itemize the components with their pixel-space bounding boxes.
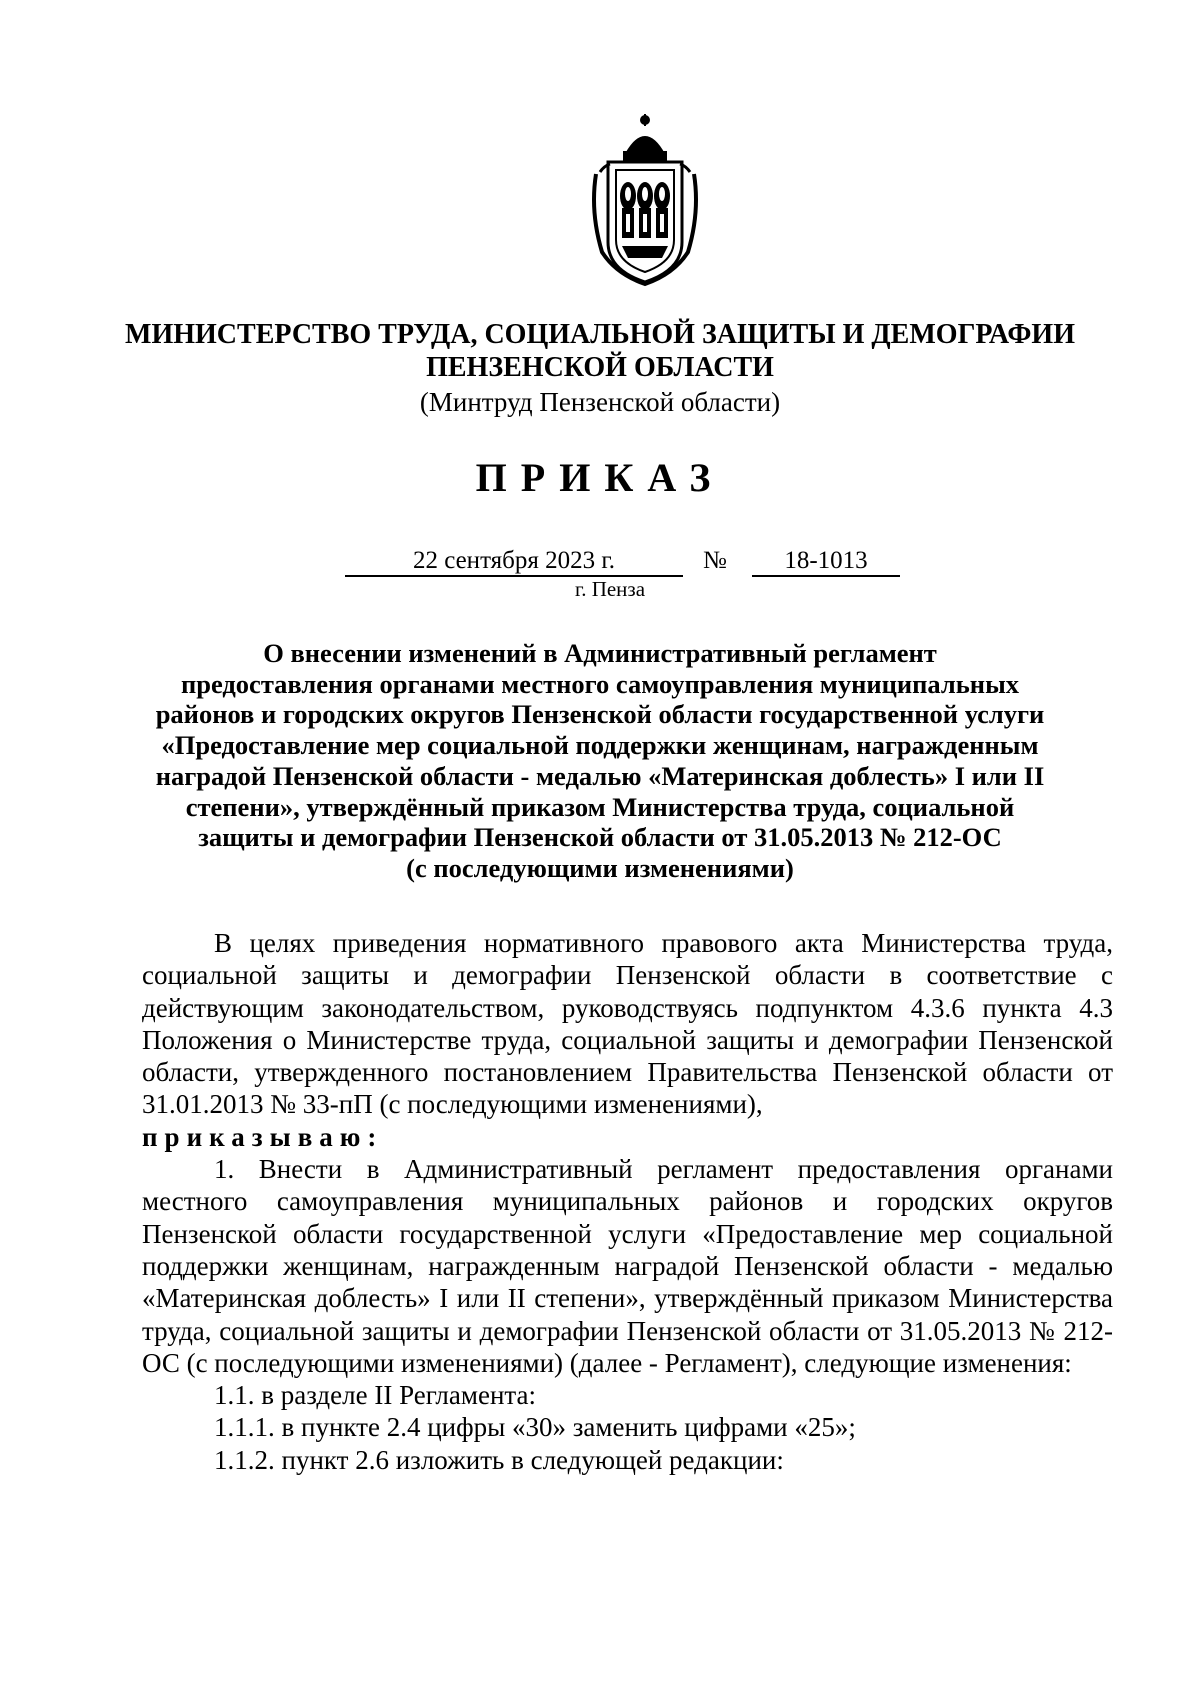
order-word: приказываю:	[142, 1121, 384, 1152]
subject-line: «Предоставление мер социальной поддержки женщинам, награжденным	[161, 730, 1039, 761]
subject-line: защиты и демографии Пензенской области от 31.05.2013 № 212-ОС	[198, 822, 1002, 853]
item-1-1-paragraph: 1.1. в разделе II Регламента:	[214, 1380, 537, 1411]
ministry-short-name: (Минтруд Пензенской области)	[419, 387, 781, 417]
order-number-sign: №	[703, 547, 727, 574]
subject-line: районов и городских округов Пензенской области государственной услуги	[155, 699, 1045, 730]
subject-line: степени», утверждённый приказом Министерства труда, социальной	[185, 791, 1015, 822]
ministry-name-line2: ПЕНЗЕНСКОЙ ОБЛАСТИ	[426, 352, 774, 383]
order-word-paragraph	[142, 1121, 1113, 1153]
ministry-name	[0, 318, 1200, 384]
subject-line: (с последующими изменениями)	[406, 852, 794, 883]
subject-line: наградой Пензенской области - медалью «Материнская доблесть» I или II	[155, 760, 1045, 791]
order-body	[142, 927, 1113, 1476]
subject-line: предоставления органами местного самоуправления муниципальных	[180, 668, 1020, 699]
item-1-1-1-paragraph: 1.1.1. в пункте 2.4 цифры «30» заменить цифрами «25»;	[214, 1412, 856, 1443]
item-1-1-2-paragraph: 1.1.2. пункт 2.6 изложить в следующей редакции:	[214, 1444, 784, 1475]
order-date: 22 сентября 2023 г.	[345, 547, 683, 577]
coat-of-arms-emblem	[586, 112, 704, 287]
preamble-paragraph: В целях приведения нормативного правового акта Министерства труда, социальной защиты и демографии Пензенской области в соответствие с действующим законодательством, руководствуясь подпунктом 4.3.6 пункта 4.3 Положения о Министерстве труда, социальной защиты и демографии Пензенской области, утвержденного постановлением Правительства Пензенской области от 31.01.2013 № 33-пП (с последующими изменениями),	[142, 928, 1113, 1120]
subject-line: О внесении изменений в Административный регламент	[263, 638, 937, 668]
order-city: г. Пенза	[574, 577, 646, 601]
order-subject	[130, 638, 1070, 884]
order-title: ПРИКАЗ	[475, 455, 725, 500]
ministry-name-line1: МИНИСТЕРСТВО ТРУДА, СОЦИАЛЬНОЙ ЗАЩИТЫ И ДЕМОГРАФИИ	[125, 319, 1075, 350]
order-number: 18-1013	[752, 547, 900, 577]
item-1-paragraph: 1. Внести в Административный регламент предоставления органами местного самоуправления муниципальных районов и городских округов Пензенской области государственной услуги «Предоставление мер социальной поддержки женщинам, награжденным наградой Пензенской области - медалью «Материнская доблесть» I или II степени», утверждённый приказом Министерства труда, социальной защиты и демографии Пензенской области от 31.05.2013 № 212-ОС (с последующими изменениями) (далее - Регламент), следующие изменения:	[142, 1154, 1113, 1378]
